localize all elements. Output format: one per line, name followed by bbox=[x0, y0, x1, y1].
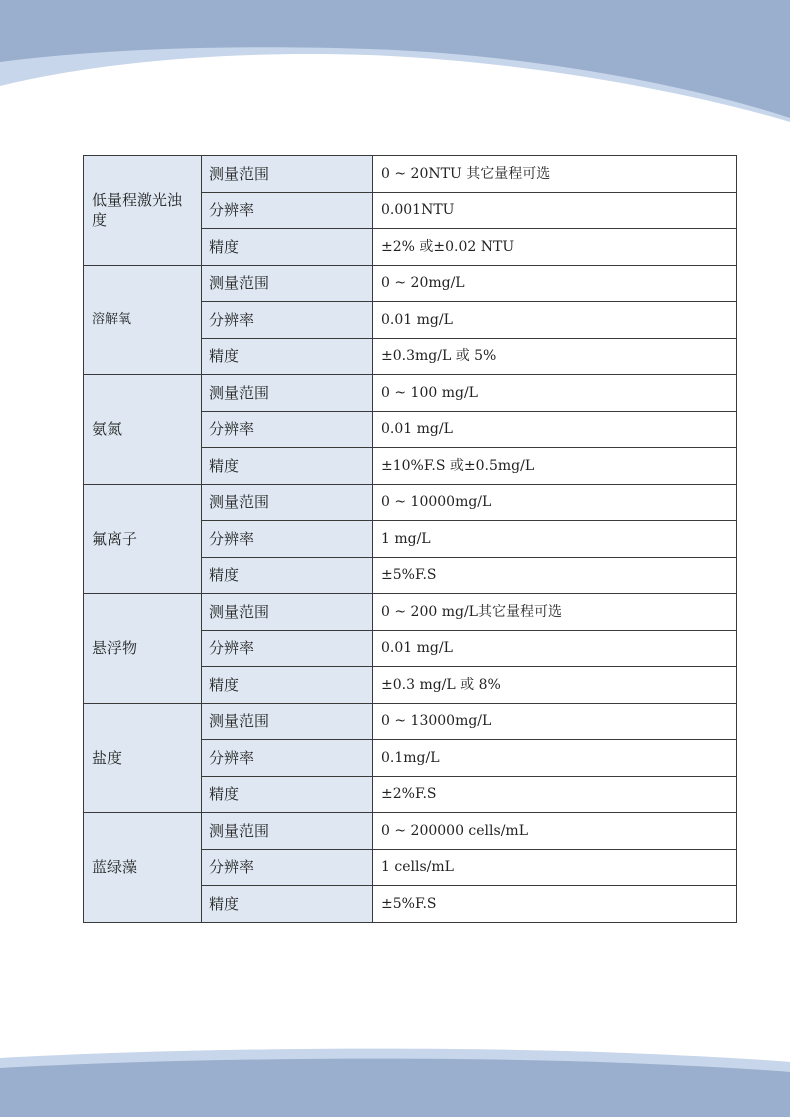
param-label: 精度 bbox=[202, 886, 373, 923]
table-row bbox=[84, 484, 737, 521]
footer-wave-decoration bbox=[0, 1040, 790, 1117]
category-cell: 悬浮物 bbox=[84, 594, 202, 704]
param-value: 0 ~ 20NTU 其它量程可选 bbox=[373, 156, 737, 193]
param-value: 0.001NTU bbox=[373, 192, 737, 229]
spec-table bbox=[83, 155, 737, 923]
param-label: 分辨率 bbox=[202, 521, 373, 558]
category-cell: 氟离子 bbox=[84, 484, 202, 594]
category-cell: 溶解氧 bbox=[84, 265, 202, 375]
param-value: 0 ~ 10000mg/L bbox=[373, 484, 737, 521]
param-label: 精度 bbox=[202, 338, 373, 375]
param-value: 0.01 mg/L bbox=[373, 630, 737, 667]
param-label: 测量范围 bbox=[202, 375, 373, 412]
param-label: 精度 bbox=[202, 667, 373, 704]
table-row bbox=[84, 265, 737, 302]
category-cell: 蓝绿藻 bbox=[84, 813, 202, 923]
param-label: 精度 bbox=[202, 229, 373, 266]
param-value: ±10%F.S 或±0.5mg/L bbox=[373, 448, 737, 485]
param-value: 0 ~ 200 mg/L其它量程可选 bbox=[373, 594, 737, 631]
param-label: 测量范围 bbox=[202, 265, 373, 302]
param-value: 0 ~ 100 mg/L bbox=[373, 375, 737, 412]
param-value: 0.1mg/L bbox=[373, 740, 737, 777]
param-label: 测量范围 bbox=[202, 484, 373, 521]
param-value: ±5%F.S bbox=[373, 886, 737, 923]
param-value: ±0.3mg/L 或 5% bbox=[373, 338, 737, 375]
param-label: 测量范围 bbox=[202, 703, 373, 740]
param-value: 0.01 mg/L bbox=[373, 302, 737, 339]
param-label: 精度 bbox=[202, 776, 373, 813]
param-value: 0.01 mg/L bbox=[373, 411, 737, 448]
table-row bbox=[84, 375, 737, 412]
param-label: 测量范围 bbox=[202, 813, 373, 850]
param-label: 分辨率 bbox=[202, 849, 373, 886]
category-cell: 氨氮 bbox=[84, 375, 202, 485]
table-row bbox=[84, 594, 737, 631]
param-label: 测量范围 bbox=[202, 594, 373, 631]
param-label: 分辨率 bbox=[202, 630, 373, 667]
param-value: 1 cells/mL bbox=[373, 849, 737, 886]
param-value: 0 ~ 13000mg/L bbox=[373, 703, 737, 740]
param-label: 测量范围 bbox=[202, 156, 373, 193]
table-row bbox=[84, 813, 737, 850]
param-label: 精度 bbox=[202, 557, 373, 594]
param-label: 分辨率 bbox=[202, 740, 373, 777]
param-value: ±2% 或±0.02 NTU bbox=[373, 229, 737, 266]
param-value: 0 ~ 20mg/L bbox=[373, 265, 737, 302]
header-wave-decoration bbox=[0, 0, 790, 130]
param-label: 分辨率 bbox=[202, 302, 373, 339]
param-value: ±2%F.S bbox=[373, 776, 737, 813]
param-label: 分辨率 bbox=[202, 411, 373, 448]
table-row bbox=[84, 703, 737, 740]
param-value: ±5%F.S bbox=[373, 557, 737, 594]
table-row bbox=[84, 156, 737, 193]
param-value: ±0.3 mg/L 或 8% bbox=[373, 667, 737, 704]
category-cell: 盐度 bbox=[84, 703, 202, 813]
param-label: 分辨率 bbox=[202, 192, 373, 229]
param-label: 精度 bbox=[202, 448, 373, 485]
category-cell: 低量程激光浊度 bbox=[84, 156, 202, 266]
param-value: 1 mg/L bbox=[373, 521, 737, 558]
param-value: 0 ~ 200000 cells/mL bbox=[373, 813, 737, 850]
